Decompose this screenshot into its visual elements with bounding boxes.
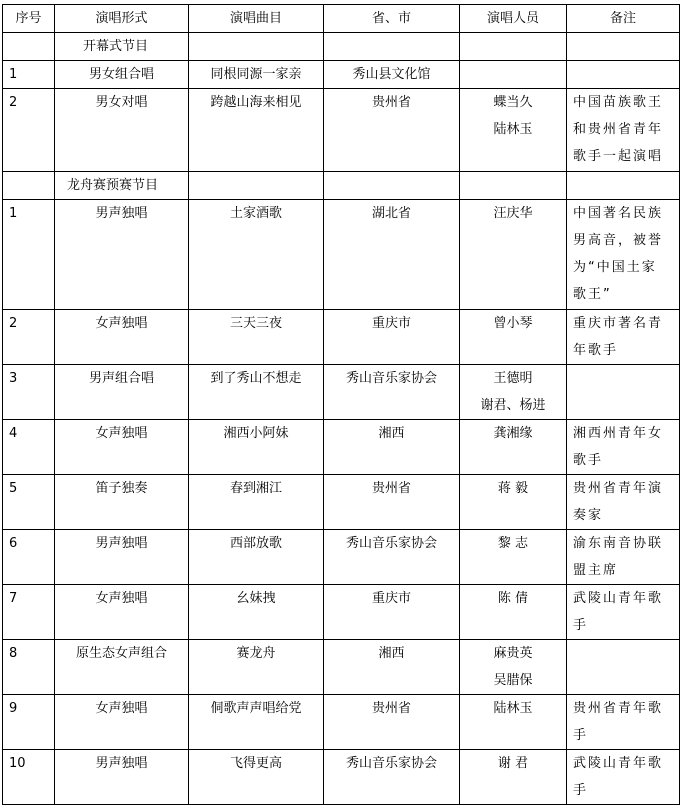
song-cell: 三天三夜	[189, 310, 324, 365]
number-cell: 2	[3, 310, 55, 365]
note-cell-line: 贵州省青年歌	[573, 701, 664, 716]
section-row	[3, 33, 680, 61]
program-table	[2, 4, 680, 805]
note-cell	[567, 61, 680, 89]
performers-cell	[460, 475, 567, 530]
empty-cell	[460, 33, 567, 61]
form-cell: 女声独唱	[55, 695, 189, 750]
header-cell: 演唱曲目	[189, 5, 324, 33]
empty-cell	[567, 172, 680, 200]
header-cell: 演唱形式	[55, 5, 189, 33]
song-cell: 土家酒歌	[189, 200, 324, 310]
note-cell	[567, 365, 680, 420]
note-cell-line: 手	[573, 728, 589, 743]
note-cell-line: 手	[573, 618, 589, 633]
performers-cell-line: 曾小琴	[493, 316, 533, 331]
note-cell	[567, 695, 680, 750]
empty-cell	[3, 172, 55, 200]
number-cell: 3	[3, 365, 55, 420]
empty-cell	[189, 172, 324, 200]
song-cell: 同根同源一家亲	[189, 61, 324, 89]
place-cell: 贵州省	[324, 695, 460, 750]
performers-cell	[460, 61, 567, 89]
performers-cell-line: 陆林玉	[493, 701, 533, 716]
empty-cell	[189, 33, 324, 61]
form-cell: 女声独唱	[55, 585, 189, 640]
performers-cell-line: 麻贵英	[493, 646, 533, 661]
performers-cell	[460, 695, 567, 750]
performers-cell-line: 龚湘缘	[493, 426, 533, 441]
note-cell-line: 歌手	[573, 453, 604, 468]
performers-cell	[460, 640, 567, 695]
form-cell: 男声独唱	[55, 750, 189, 805]
number-cell: 4	[3, 420, 55, 475]
table-row	[3, 530, 680, 585]
performers-cell-line: 汪庆华	[493, 206, 533, 221]
note-cell-line: 贵州省青年演	[573, 481, 664, 496]
song-cell: 飞得更高	[189, 750, 324, 805]
form-cell: 男声独唱	[55, 530, 189, 585]
form-cell: 笛子独奏	[55, 475, 189, 530]
note-cell-line: 和贵州省青年	[573, 122, 664, 137]
note-cell-line: 为“中国土家	[573, 260, 657, 275]
place-cell: 湘西	[324, 640, 460, 695]
header-cell: 省、市	[324, 5, 460, 33]
song-cell: 侗歌声声唱给党	[189, 695, 324, 750]
table-row	[3, 695, 680, 750]
performers-cell	[460, 310, 567, 365]
table-row	[3, 200, 680, 310]
note-cell-line: 年歌手	[573, 343, 619, 358]
form-cell: 男女组合唱	[55, 61, 189, 89]
number-cell: 8	[3, 640, 55, 695]
note-cell-line: 男高音，被誉	[573, 233, 664, 248]
header-cell: 序号	[3, 5, 55, 33]
performers-cell-line: 蒋 毅	[497, 481, 529, 496]
place-cell: 贵州省	[324, 475, 460, 530]
empty-cell	[567, 33, 680, 61]
table-row	[3, 310, 680, 365]
empty-cell	[3, 33, 55, 61]
note-cell	[567, 200, 680, 310]
header-cell: 备注	[567, 5, 680, 33]
song-cell: 跨越山海来相见	[189, 89, 324, 172]
number-cell: 10	[3, 750, 55, 805]
number-cell: 2	[3, 89, 55, 172]
place-cell: 秀山县文化馆	[324, 61, 460, 89]
table-row	[3, 640, 680, 695]
table-row	[3, 89, 680, 172]
form-cell: 原生态女声组合	[55, 640, 189, 695]
table-row	[3, 475, 680, 530]
empty-cell	[460, 172, 567, 200]
note-cell-line: 盟主席	[573, 563, 619, 578]
note-cell	[567, 420, 680, 475]
form-cell: 男声组合唱	[55, 365, 189, 420]
note-cell	[567, 89, 680, 172]
note-cell-line: 歌王”	[573, 287, 612, 302]
place-cell: 重庆市	[324, 585, 460, 640]
performers-cell	[460, 200, 567, 310]
performers-cell	[460, 530, 567, 585]
header-row	[3, 5, 680, 33]
table-row	[3, 420, 680, 475]
number-cell: 6	[3, 530, 55, 585]
note-cell	[567, 750, 680, 805]
song-cell: 幺妹拽	[189, 585, 324, 640]
song-cell: 西部放歌	[189, 530, 324, 585]
form-cell: 女声独唱	[55, 310, 189, 365]
note-cell-line: 湘西州青年女	[573, 426, 664, 441]
song-cell: 春到湘江	[189, 475, 324, 530]
note-cell	[567, 530, 680, 585]
empty-cell	[324, 172, 460, 200]
performers-cell-line: 蝶当久	[493, 95, 533, 110]
note-cell-line: 重庆市著名青	[573, 316, 664, 331]
performers-cell	[460, 365, 567, 420]
place-cell: 重庆市	[324, 310, 460, 365]
performers-cell-line: 王德明	[493, 371, 533, 386]
note-cell	[567, 475, 680, 530]
number-cell: 1	[3, 61, 55, 89]
performers-cell	[460, 420, 567, 475]
form-cell: 女声独唱	[55, 420, 189, 475]
note-cell	[567, 310, 680, 365]
section-row	[3, 172, 680, 200]
table-row	[3, 750, 680, 805]
section-title: 龙舟赛预赛节目	[55, 172, 189, 200]
form-cell: 男声独唱	[55, 200, 189, 310]
performers-cell	[460, 89, 567, 172]
number-cell: 1	[3, 200, 55, 310]
section-title: 开幕式节目	[55, 33, 189, 61]
table-row	[3, 365, 680, 420]
place-cell: 湘西	[324, 420, 460, 475]
note-cell-line: 手	[573, 783, 589, 798]
table-row	[3, 61, 680, 89]
performers-cell	[460, 585, 567, 640]
empty-cell	[324, 33, 460, 61]
performers-cell-line: 谢 君	[497, 756, 529, 771]
number-cell: 5	[3, 475, 55, 530]
song-cell: 到了秀山不想走	[189, 365, 324, 420]
place-cell: 贵州省	[324, 89, 460, 172]
place-cell: 秀山音乐家协会	[324, 365, 460, 420]
header-cell: 演唱人员	[460, 5, 567, 33]
form-cell: 男女对唱	[55, 89, 189, 172]
performers-cell	[460, 750, 567, 805]
table-row	[3, 585, 680, 640]
note-cell-line: 武陵山青年歌	[573, 756, 664, 771]
note-cell-line: 歌手一起演唱	[573, 149, 664, 164]
place-cell: 秀山音乐家协会	[324, 530, 460, 585]
place-cell: 湖北省	[324, 200, 460, 310]
performers-cell-line: 谢君、杨进	[480, 398, 546, 413]
performers-cell-line: 陈 倩	[497, 591, 529, 606]
performers-cell-line: 陆林玉	[493, 122, 533, 137]
song-cell: 赛龙舟	[189, 640, 324, 695]
note-cell-line: 中国著名民族	[573, 206, 664, 221]
note-cell	[567, 640, 680, 695]
number-cell: 9	[3, 695, 55, 750]
song-cell: 湘西小阿妹	[189, 420, 324, 475]
place-cell: 秀山音乐家协会	[324, 750, 460, 805]
note-cell	[567, 585, 680, 640]
performers-cell-line: 吴腊保	[493, 673, 533, 688]
note-cell-line: 中国苗族歌王	[573, 95, 664, 110]
note-cell-line: 奏家	[573, 508, 604, 523]
note-cell-line: 渝东南音协联	[573, 536, 664, 551]
number-cell: 7	[3, 585, 55, 640]
note-cell-line: 武陵山青年歌	[573, 591, 664, 606]
performers-cell-line: 黎 志	[497, 536, 529, 551]
